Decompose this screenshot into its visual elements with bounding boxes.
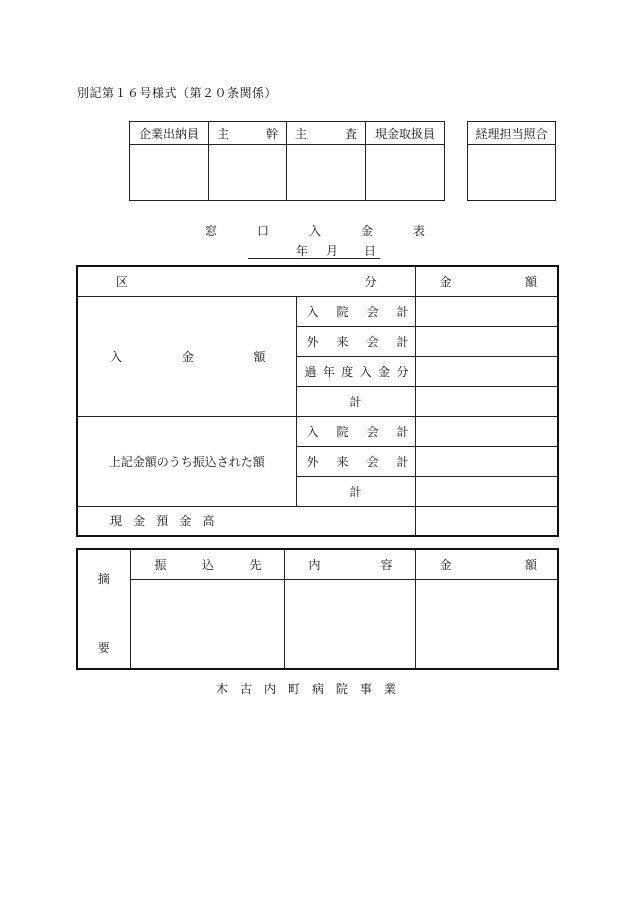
- date-line[interactable]: [248, 242, 380, 259]
- stamp-header-cashier: 企業出納員: [130, 122, 209, 145]
- header-amount: 金 額: [415, 266, 558, 296]
- item-transfer-subtotal: 計: [296, 476, 415, 506]
- memo-amount-cell[interactable]: [415, 579, 558, 669]
- amount-cash-deposit[interactable]: [415, 506, 558, 536]
- item-inpatient-accounts: 入 院 会 計: [296, 296, 415, 326]
- date-day-label: 日: [364, 244, 377, 258]
- cash-deposit-label: 現 金 預 金 高: [77, 506, 415, 536]
- stamp-header-accounting-check: 経理担当照合: [468, 122, 556, 145]
- memo-col-amount: 金 額: [415, 549, 558, 579]
- memo-label-bottom: 要: [97, 641, 110, 655]
- amount-receipts-subtotal[interactable]: [415, 386, 558, 416]
- amount-transfer-inpatient[interactable]: [415, 416, 558, 446]
- organization-footer: 木 古 内 町 病 院 事 業: [216, 682, 396, 696]
- item-outpatient-accounts: 外 来 会 計: [296, 326, 415, 356]
- document-title: 窓 口 入 金 表: [205, 224, 425, 238]
- memo-content-cell[interactable]: [284, 579, 415, 669]
- accounting-stamp-table: [467, 121, 556, 201]
- amount-inpatient[interactable]: [415, 296, 558, 326]
- stamp-header-chief2: 主 査: [287, 122, 366, 145]
- stamp-box-cashier[interactable]: [130, 145, 209, 201]
- amount-transfer-outpatient[interactable]: [415, 446, 558, 476]
- amount-outpatient[interactable]: [415, 326, 558, 356]
- receipts-row-inpatient: [77, 296, 558, 326]
- stamp-header-chief1: 主 幹: [209, 122, 287, 145]
- memo-label: [77, 549, 130, 669]
- cash-deposit-row: [77, 506, 558, 536]
- amount-prior-year[interactable]: [415, 356, 558, 386]
- transfers-label: 上記金額のうち振込された額: [77, 416, 296, 506]
- date-year-label: 年: [296, 244, 309, 258]
- memo-col-content: 内 容: [284, 549, 415, 579]
- stamp-header-cash-handler: 現金取扱員: [366, 122, 445, 145]
- approval-stamp-table: [129, 121, 445, 201]
- stamp-box-cash-handler[interactable]: [366, 145, 445, 201]
- stamp-box-chief2[interactable]: [287, 145, 366, 201]
- transfers-row-inpatient: [77, 416, 558, 446]
- memo-transfer-to-cell[interactable]: [130, 579, 284, 669]
- memo-label-top: 摘: [97, 572, 110, 586]
- item-prior-year-receipts: 過 年 度 入 金 分: [296, 356, 415, 386]
- stamp-box-chief1[interactable]: [209, 145, 287, 201]
- header-row: [77, 266, 558, 296]
- receipts-label: 入 金 額: [77, 296, 296, 416]
- stamp-box-accounting-check[interactable]: [468, 145, 556, 201]
- form-title: 別記第１６号様式（第２０条関係）: [77, 86, 278, 100]
- item-transfer-inpatient: 入 院 会 計: [296, 416, 415, 446]
- memo-table: [76, 548, 559, 670]
- date-month-label: 月: [326, 244, 339, 258]
- header-category: 区 分: [77, 266, 415, 296]
- receipts-table: [76, 265, 559, 537]
- memo-body-row: [77, 579, 558, 669]
- item-receipts-subtotal: 計: [296, 386, 415, 416]
- memo-col-transfer-to: 振 込 先: [130, 549, 284, 579]
- memo-header-row: [77, 549, 558, 579]
- amount-transfer-subtotal[interactable]: [415, 476, 558, 506]
- item-transfer-outpatient: 外 来 会 計: [296, 446, 415, 476]
